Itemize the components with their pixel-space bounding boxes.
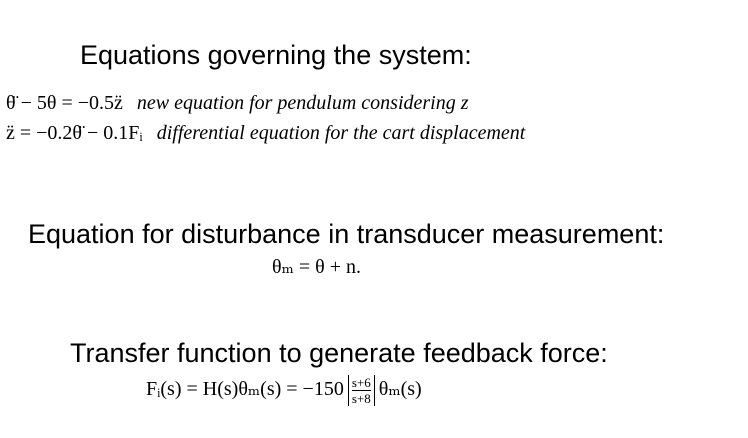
pendulum-equation-line (6, 92, 469, 115)
pendulum-equation-description: new equation for pendulum considering z (136, 92, 469, 114)
fraction-denominator: s+8 (351, 391, 371, 406)
transfer-function-heading: Transfer function to generate feedback force: (70, 338, 608, 368)
transfer-function-fraction (348, 375, 375, 406)
transfer-function-equation (146, 375, 422, 406)
transfer-function-right: θₘ(s) (378, 378, 422, 401)
pendulum-equation: θ̈ − 5θ = −0.5z̈ (6, 92, 123, 114)
disturbance-equation: θₘ = θ + n. (272, 256, 361, 278)
disturbance-heading: Equation for disturbance in transducer measurement: (28, 219, 665, 249)
cart-equation: z̈ = −0.2θ̈ − 0.1Fᵢ (6, 122, 143, 144)
governing-equations-heading: Equations governing the system: (80, 40, 472, 70)
cart-equation-line (6, 122, 525, 145)
transfer-function-left: Fᵢ(s) = H(s)θₘ(s) = −150 (146, 378, 344, 401)
cart-equation-description: differential equation for the cart displacement (156, 122, 526, 144)
fraction-numerator: s+6 (351, 375, 371, 390)
